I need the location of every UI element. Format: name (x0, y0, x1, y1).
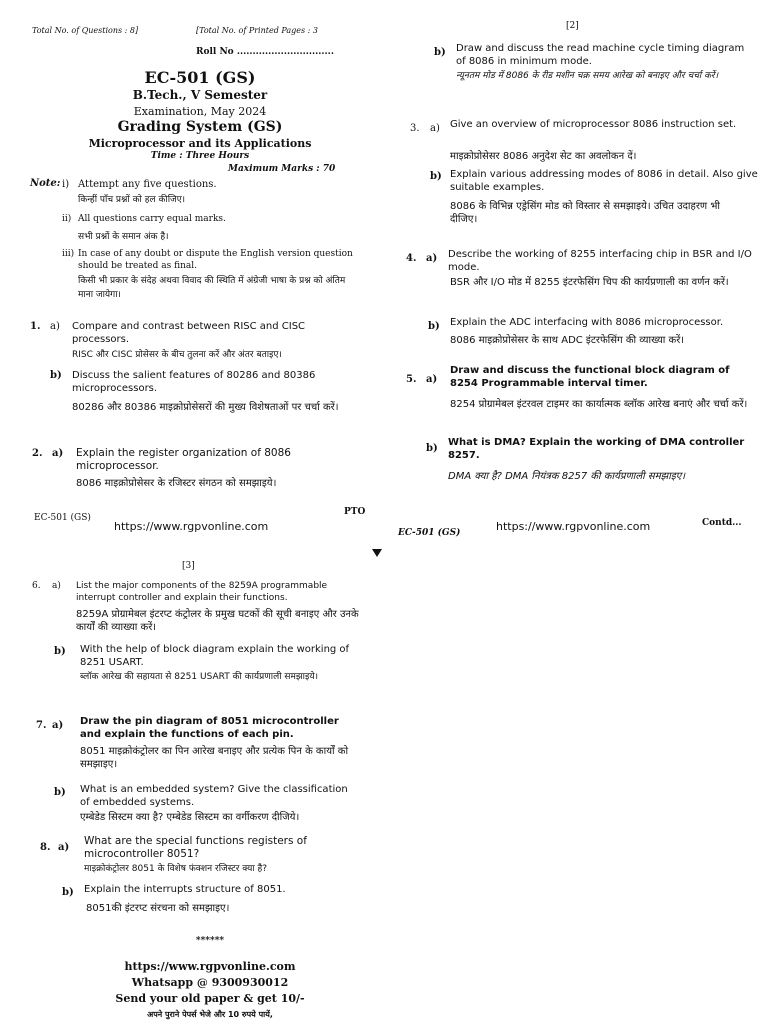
q8-num: 8. (40, 842, 51, 853)
q8b-hi: 8051की इंटरप्ट संरचना को समझाइए। (86, 903, 230, 914)
q6b-en: With the help of block diagram explain the working of 8251 USART. (80, 644, 350, 668)
footer-url[interactable]: https://www.rgpvonline.com (496, 520, 651, 533)
q1b-label: b) (50, 370, 62, 381)
q2b-hi: न्यूनतम मोड में 8086 के रीड मशीन चक्र समय आरेख को बनाइए और चर्चा करें। (456, 71, 719, 81)
promo-url[interactable]: https://www.rgpvonline.com (124, 960, 296, 973)
q5b-hi: DMA क्या है? DMA नियंत्रक 8257 की कार्यप्रणाली समझाइए। (448, 471, 686, 482)
grading-system: Grading System (GS) (117, 119, 283, 135)
q6b-label: b) (54, 646, 66, 657)
q4b-en: Explain the ADC interfacing with 8086 microprocessor. (450, 317, 724, 328)
q6a-label: a) (52, 581, 61, 591)
note-iii-en: In case of any doubt or dispute the English version question should be treated as final. (78, 249, 353, 271)
total-pages: [Total No. of Printed Pages : 3 (196, 26, 318, 35)
page-1 (0, 0, 384, 540)
exam-time: Time : Three Hours (150, 151, 250, 161)
q7a-en: Draw the pin diagram of 8051 microcontroller and explain the functions of each pin. (80, 716, 339, 740)
q2a-label: a) (52, 448, 64, 459)
q7b-label: b) (54, 787, 66, 798)
footer-url[interactable]: https://www.rgpvonline.com (114, 520, 269, 533)
q6-num: 6. (32, 581, 41, 591)
q7a-hi: 8051 माइक्रोकंट्रोलर का पिन आरेख बनाइए और प्रत्येक पिन के कार्यों को समझाइए। (80, 746, 349, 770)
q4a-label: a) (426, 253, 438, 264)
note-i-en: Attempt any five questions. (78, 179, 217, 190)
q5a-label: a) (426, 374, 438, 385)
q1b-hi: 80286 और 80386 माइक्रोप्रोसेसरों की मुख्य विशेषताओं पर चर्चा करें। (72, 402, 339, 413)
q2b-label: b) (434, 47, 446, 58)
footer-pto: PTO (344, 507, 366, 517)
note-ii-num: ii) (62, 214, 72, 224)
q6a-en: List the major components of the 8259A programmable interrupt controller and explain their functions. (76, 581, 328, 603)
q7b-hi: एम्बेडेड सिस्टम क्या है? एम्बेडेड सिस्टम का वर्गीकरण दीजिये। (80, 812, 300, 823)
q4-num: 4. (406, 253, 417, 264)
note-i-num: i) (62, 179, 70, 190)
q1a-label: a) (50, 321, 60, 332)
q4a-en: Describe the working of 8255 interfacing chip in BSR and I/O mode. (448, 249, 752, 273)
q3b-en: Explain various addressing modes of 8086 in detail. Also give suitable examples. (450, 169, 758, 193)
exam-title: Examination, May 2024 (133, 105, 267, 118)
footer-code: EC-501 (GS) (34, 513, 91, 523)
promo-whatsapp: Whatsapp @ 9300930012 (131, 976, 289, 989)
q6b-hi: ब्लॉक आरेख की सहायता से 8251 USART की कार्यप्रणाली समझाइये। (80, 672, 319, 682)
page-number: [3] (182, 561, 195, 571)
subject-title: Microprocessor and its Applications (88, 137, 312, 150)
q2a-en: Explain the register organization of 8086 microprocessor. (76, 447, 291, 472)
q3-num: 3. (410, 123, 420, 134)
q3a-en: Give an overview of microprocessor 8086 instruction set. (450, 119, 737, 130)
q4b-label: b) (428, 321, 440, 332)
q1a-en: Compare and contrast between RISC and CISC processors. (72, 321, 306, 345)
course-name: B.Tech., V Semester (132, 88, 268, 102)
q8b-en: Explain the interrupts structure of 8051. (84, 884, 286, 895)
note-iii-num: iii) (62, 249, 75, 259)
total-questions: Total No. of Questions : 8] (32, 26, 139, 35)
q2b-en: Draw and discuss the read machine cycle timing diagram of 8086 in minimum mode. (456, 43, 745, 67)
q3b-hi: 8086 के विभिन्न एड्रेसिंग मोड को विस्तार से समझाइये। उचित उदाहरण भी दीजिए। (450, 201, 720, 225)
page-3 (0, 540, 384, 1024)
q3a-hi: माइक्रोप्रोसेसर 8086 अनुदेश सेट का अवलोकन दें। (450, 151, 637, 162)
q5a-hi: 8254 प्रोग्रामेबल इंटरवल टाइमर का कार्यात्मक ब्लॉक आरेख बनाएं और चर्चा करें। (450, 399, 748, 410)
footer-code: EC-501 (GS) (398, 528, 461, 538)
q4a-hi: BSR और I/O मोड में 8255 इंटरफेसिंग चिप की कार्यप्रणाली का वर्णन करें। (450, 277, 729, 288)
note-i-hi: किन्हीं पाँच प्रश्नों को हल कीजिए। (78, 195, 186, 205)
end-stars: ****** (195, 936, 225, 946)
q4b-hi: 8086 माइक्रोप्रोसेसर के साथ ADC इंटरफेसिंग की व्याख्या करें। (450, 335, 685, 346)
q5b-en: What is DMA? Explain the working of DMA controller 8257. (448, 437, 745, 461)
max-marks: Maximum Marks : 70 (228, 164, 336, 174)
note-label: Note: (30, 178, 61, 189)
promo-send: Send your old paper & get 10/- (115, 992, 305, 1005)
q6a-hi: 8259A प्रोग्रामेबल इंटरप्ट कंट्रोलर के प्रमुख घटकों की सूची बनाइए और उनके कार्यों की व्याख्या करें। (76, 609, 359, 633)
q2a-hi: 8086 माइक्रोप्रोसेसर के रजिस्टर संगठन को समझाइये। (76, 478, 277, 489)
q7a-label: a) (52, 720, 64, 731)
q8a-hi: माइक्रोकंट्रोलर 8051 के विशेष फंक्शन रजिस्टर क्या है? (84, 864, 268, 874)
q1-num: 1. (30, 321, 41, 332)
q5a-en: Draw and discuss the functional block diagram of 8254 Programmable interval timer. (450, 365, 730, 389)
q7b-en: What is an embedded system? Give the classification of embedded systems. (80, 784, 348, 808)
q5-num: 5. (406, 374, 417, 385)
page-number: [2] (566, 21, 579, 31)
q8a-label: a) (58, 842, 70, 853)
q1b-en: Discuss the salient features of 80286 and 80386 microprocessors. (72, 370, 316, 394)
q3a-label: a) (430, 123, 440, 134)
promo-send-hi: अपने पुराने पेपर्स भेजे और 10 रुपये पायें, (147, 1010, 273, 1019)
q3b-label: b) (430, 171, 442, 182)
q7-num: 7. (36, 720, 47, 731)
page-2 (384, 0, 768, 540)
note-iii-hi: किसी भी प्रकार के संदेह अथवा विवाद की स्थिति में अंग्रेजी भाषा के प्रश्न को अंतिम माना जायेगा। (78, 276, 346, 300)
course-code: EC-501 (GS) (144, 68, 256, 87)
roll-no: Roll No ............................... (196, 47, 334, 57)
note-ii-en: All questions carry equal marks. (78, 214, 226, 224)
q2-num: 2. (32, 448, 43, 459)
q8a-en: What are the special functions registers of microcontroller 8051? (84, 835, 307, 860)
footer-contd: Contd... (702, 518, 742, 528)
q8b-label: b) (62, 887, 74, 898)
note-ii-hi: सभी प्रश्नों के समान अंक है। (78, 232, 169, 242)
q5b-label: b) (426, 443, 438, 454)
q1a-hi: RISC और CISC प्रोसेसर के बीच तुलना करें और अंतर बताइए। (72, 350, 282, 360)
